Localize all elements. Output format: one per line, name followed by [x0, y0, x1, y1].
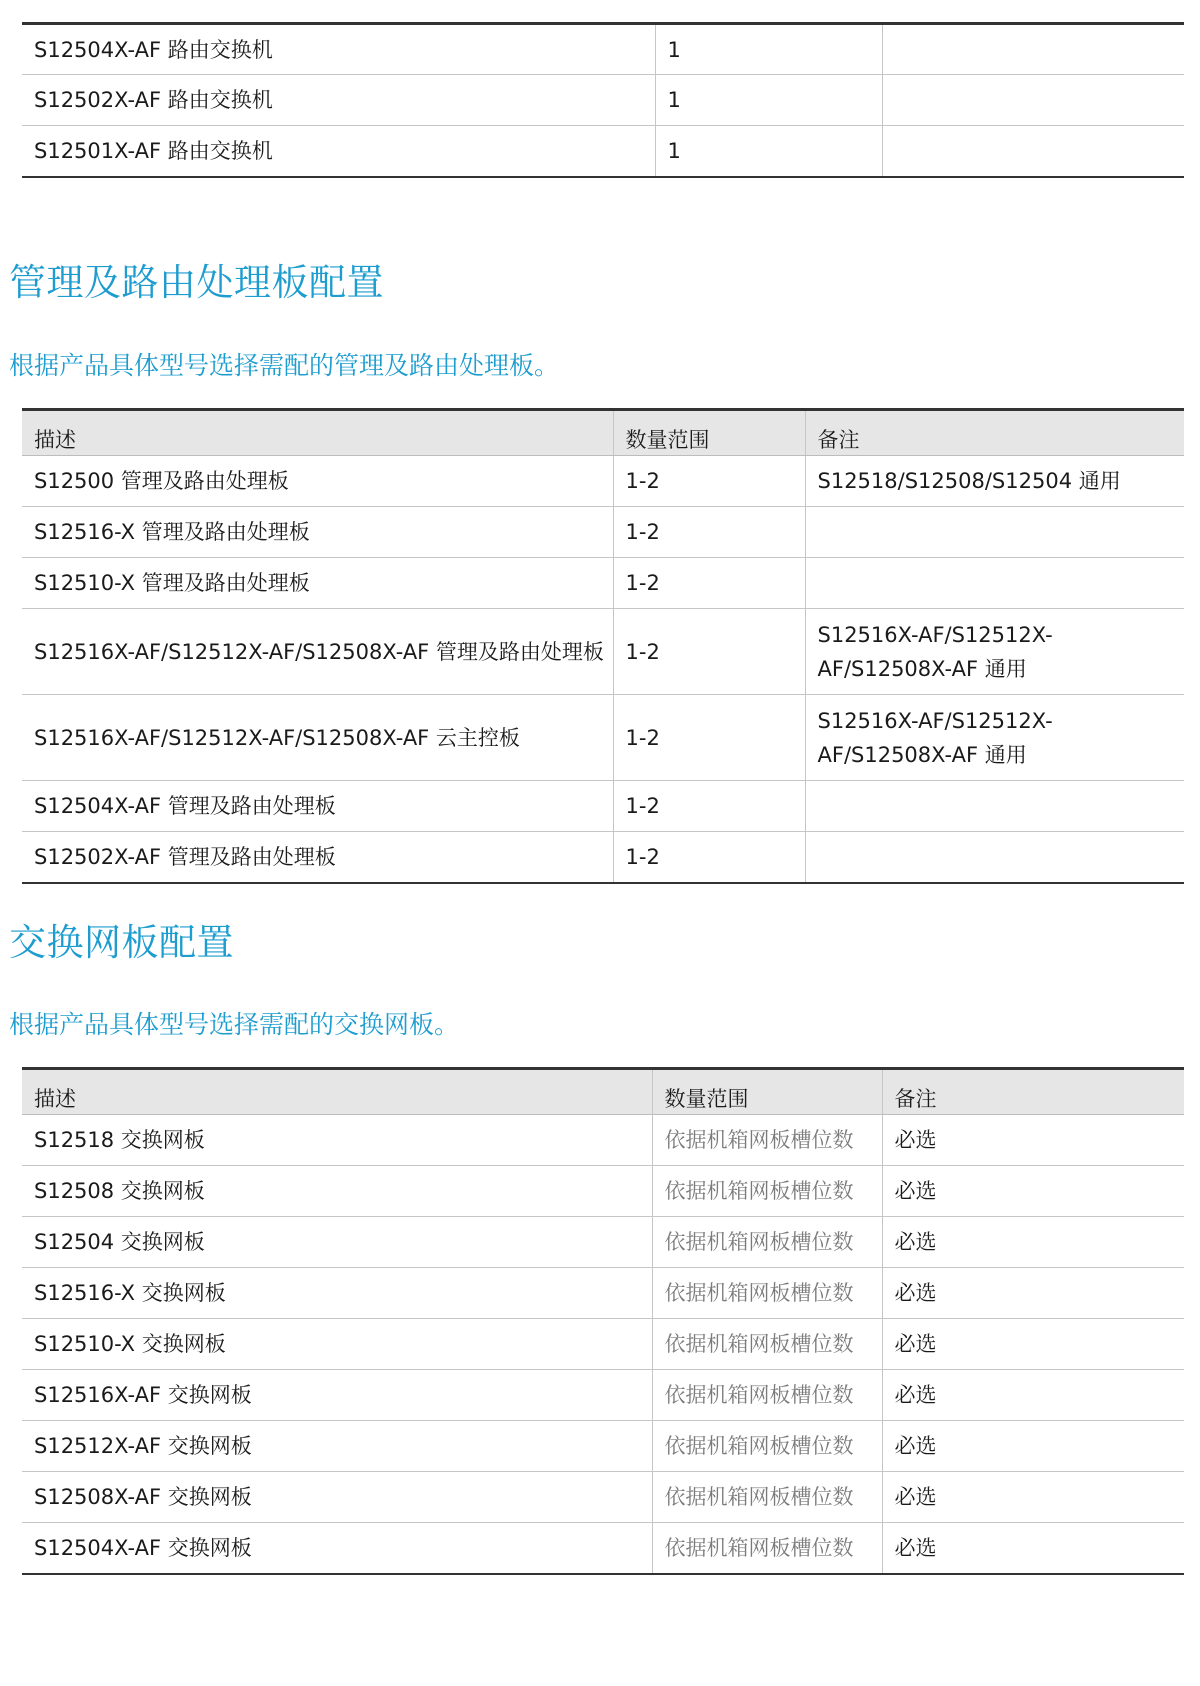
cell-note	[805, 832, 1184, 883]
cell-description: S12516-X 管理及路由处理板	[22, 507, 613, 558]
cell-quantity: 依据机箱网板槽位数	[652, 1166, 882, 1217]
cell-note: S12516X-AF/S12512X-AF/S12508X-AF 通用	[805, 695, 1184, 781]
cell-note: 必选	[882, 1217, 1184, 1268]
header-note: 备注	[882, 1069, 1184, 1115]
cell-note	[882, 24, 1184, 75]
cell-quantity: 依据机箱网板槽位数	[652, 1319, 882, 1370]
cell-note: S12516X-AF/S12512X-AF/S12508X-AF 通用	[805, 609, 1184, 695]
cell-description: S12508X-AF 交换网板	[22, 1472, 652, 1523]
cell-description: S12512X-AF 交换网板	[22, 1421, 652, 1472]
table-row	[22, 1115, 1184, 1166]
cell-note	[882, 126, 1184, 177]
cell-quantity: 1	[655, 75, 882, 126]
cell-note: 必选	[882, 1523, 1184, 1574]
cell-note	[805, 507, 1184, 558]
header-note: 备注	[805, 410, 1184, 456]
header-quantity-range: 数量范围	[613, 410, 805, 456]
table-row	[22, 781, 1184, 832]
header-description: 描述	[22, 410, 613, 456]
table-row	[22, 507, 1184, 558]
cell-quantity: 依据机箱网板槽位数	[652, 1115, 882, 1166]
cell-quantity: 1-2	[613, 609, 805, 695]
cell-quantity: 依据机箱网板槽位数	[652, 1370, 882, 1421]
cell-description: S12516X-AF 交换网板	[22, 1370, 652, 1421]
table-row	[22, 456, 1184, 507]
cell-quantity: 1	[655, 24, 882, 75]
header-description: 描述	[22, 1069, 652, 1115]
cell-description: S12518 交换网板	[22, 1115, 652, 1166]
fabric-board-table	[22, 1067, 1184, 1575]
cell-note: 必选	[882, 1421, 1184, 1472]
header-quantity-range: 数量范围	[652, 1069, 882, 1115]
table-row	[22, 609, 1184, 695]
cell-description: S12504X-AF 交换网板	[22, 1523, 652, 1574]
table-row	[22, 126, 1184, 177]
cell-description: S12516X-AF/S12512X-AF/S12508X-AF 云主控板	[22, 695, 613, 781]
table-row	[22, 1319, 1184, 1370]
cell-quantity: 1-2	[613, 558, 805, 609]
cell-note	[882, 75, 1184, 126]
cell-description: S12516-X 交换网板	[22, 1268, 652, 1319]
cell-quantity: 依据机箱网板槽位数	[652, 1421, 882, 1472]
table-row	[22, 1217, 1184, 1268]
table-row	[22, 1523, 1184, 1574]
cell-description: S12516X-AF/S12512X-AF/S12508X-AF 管理及路由处理板	[22, 609, 613, 695]
table-row	[22, 1421, 1184, 1472]
cell-quantity: 依据机箱网板槽位数	[652, 1523, 882, 1574]
cell-note: 必选	[882, 1268, 1184, 1319]
cell-quantity: 1-2	[613, 832, 805, 883]
cell-quantity: 1-2	[613, 695, 805, 781]
cell-note	[805, 558, 1184, 609]
table-row	[22, 1166, 1184, 1217]
table-row	[22, 832, 1184, 883]
cell-description: S12508 交换网板	[22, 1166, 652, 1217]
cell-description: S12501X-AF 路由交换机	[22, 126, 655, 177]
cell-description: S12500 管理及路由处理板	[22, 456, 613, 507]
cell-description: S12510-X 管理及路由处理板	[22, 558, 613, 609]
cell-note	[805, 781, 1184, 832]
cell-description: S12510-X 交换网板	[22, 1319, 652, 1370]
cell-quantity: 1-2	[613, 781, 805, 832]
cell-note: 必选	[882, 1166, 1184, 1217]
table-row	[22, 695, 1184, 781]
chassis-table	[22, 22, 1184, 178]
cell-note: 必选	[882, 1370, 1184, 1421]
table-row	[22, 24, 1184, 75]
cell-quantity: 依据机箱网板槽位数	[652, 1268, 882, 1319]
cell-quantity: 1-2	[613, 456, 805, 507]
cell-note: 必选	[882, 1319, 1184, 1370]
table-row	[22, 558, 1184, 609]
cell-description: S12502X-AF 路由交换机	[22, 75, 655, 126]
table-row	[22, 1472, 1184, 1523]
section-description-management: 根据产品具体型号选择需配的管理及路由处理板。	[9, 351, 560, 380]
cell-note: 必选	[882, 1472, 1184, 1523]
section-title-fabric: 交换网板配置	[9, 921, 234, 964]
table-header-row	[22, 410, 1184, 456]
cell-description: S12502X-AF 管理及路由处理板	[22, 832, 613, 883]
cell-quantity: 依据机箱网板槽位数	[652, 1472, 882, 1523]
table-row	[22, 1268, 1184, 1319]
cell-note: 必选	[882, 1115, 1184, 1166]
table-row	[22, 1370, 1184, 1421]
cell-quantity: 1-2	[613, 507, 805, 558]
cell-quantity: 1	[655, 126, 882, 177]
cell-description: S12504 交换网板	[22, 1217, 652, 1268]
cell-note: S12518/S12508/S12504 通用	[805, 456, 1184, 507]
management-board-table	[22, 408, 1184, 884]
section-description-fabric: 根据产品具体型号选择需配的交换网板。	[9, 1010, 460, 1039]
cell-description: S12504X-AF 路由交换机	[22, 24, 655, 75]
section-title-management: 管理及路由处理板配置	[9, 261, 384, 304]
table-row	[22, 75, 1184, 126]
cell-quantity: 依据机箱网板槽位数	[652, 1217, 882, 1268]
cell-description: S12504X-AF 管理及路由处理板	[22, 781, 613, 832]
table-header-row	[22, 1069, 1184, 1115]
